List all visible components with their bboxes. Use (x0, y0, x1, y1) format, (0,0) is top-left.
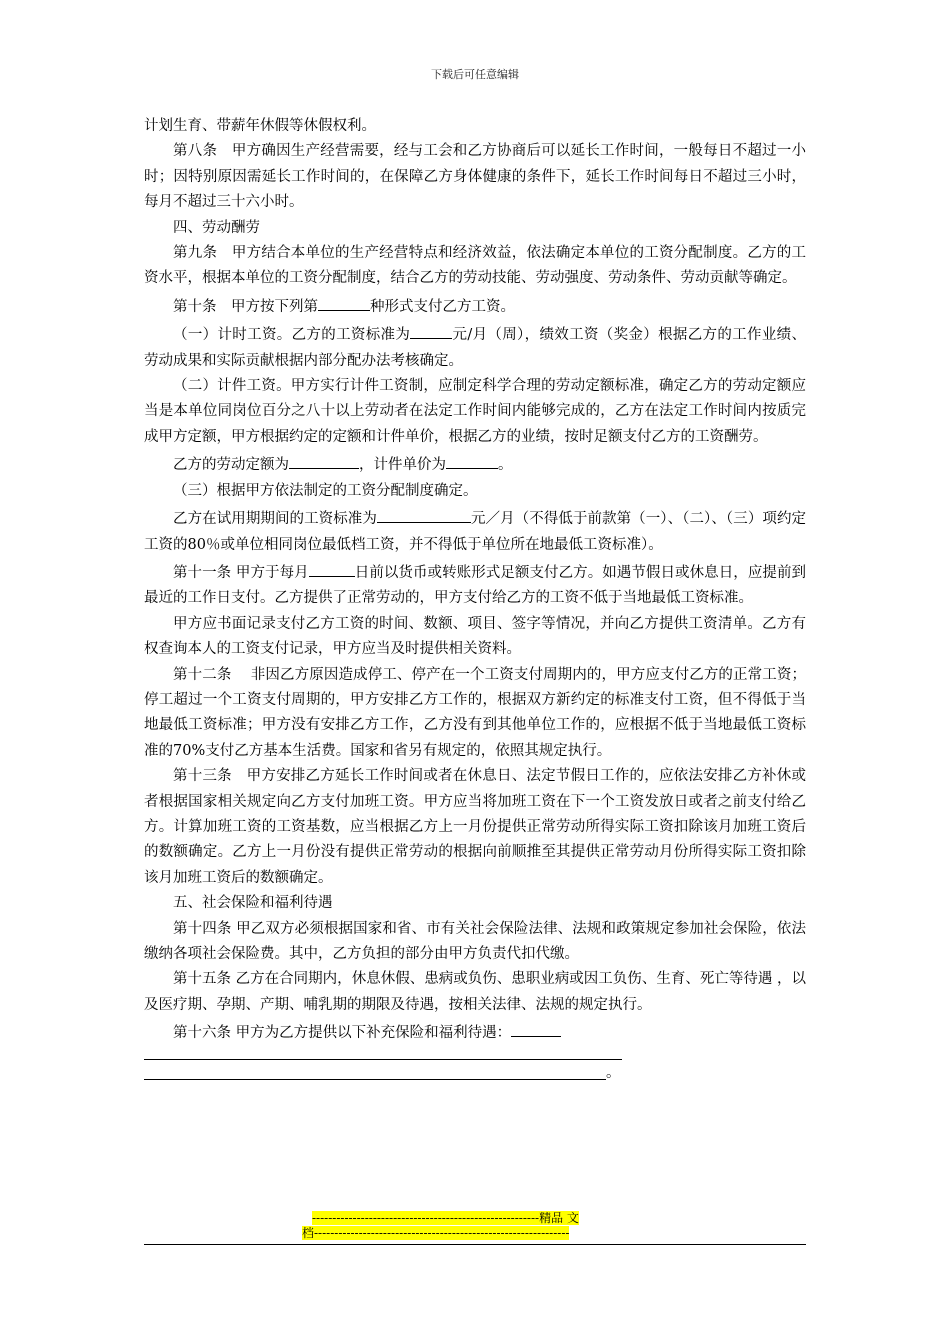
watermark-footer (302, 1211, 648, 1241)
article-12: 第十二条 非因乙方原因造成停工、停产在一个工资支付周期内的，甲方应支付乙方的正常工资；停工超过一个工资支付周期的，甲方安排乙方工作的，根据双方新约定的标准支付工资，但不得低于当地最低工资标准；甲方没有安排乙方工作，乙方没有到其他单位工作的，应根据不低于当地最低工资标准的70%支付乙方基本生活费。国家和省另有规定的，依照其规定执行。 (144, 666, 806, 759)
article-15: 第十五条 乙方在合同期内，休息休假、患病或负伤、患职业病或因工负伤、生育、死亡等待遇 ，以及医疗期、孕期、产期、哺乳期的期限及待遇，按相关法律、法规的规定执行。 (144, 971, 806, 1013)
page-header: 下载后可任意编辑 (431, 68, 519, 81)
article-16: 第十六条 甲方为乙方提供以下补充保险和福利待遇： (144, 1018, 806, 1046)
blank-field[interactable] (511, 1018, 561, 1037)
article-8: 第八条 甲方确因生产经营需要，经与工会和乙方协商后可以延长工作时间，一般每日不超过一小时；因特别原因需延长工作时间的，在保障乙方身体健康的条件下，延长工作时间每日不超过三小时，每月不超过三十六小时。 (144, 143, 806, 211)
blank-field[interactable] (309, 558, 355, 577)
paragraph: 甲方应书面记录支付乙方工资的时间、数额、项目、签字等情况，并向乙方提供工资清单。乙方有权查询本人的工资支付记录，甲方应当及时提供相关资料。 (144, 615, 806, 658)
blank-field[interactable] (410, 320, 452, 339)
blank-line[interactable]: 。 (144, 1067, 806, 1087)
footer-line-2: 档--------------------------------------------------------------- (302, 1226, 570, 1240)
piecework-quota: 乙方的劳动定额为 ，计件单价为 。 (144, 450, 806, 478)
article-10-item-1: （一）计时工资。乙方的工资标准为 元/月（周），绩效工资（奖金）根据乙方的工作业绩、劳动成果和实际贡献根据内部分配办法考核确定。 (144, 320, 806, 374)
footer-line-1: --------------------------------------------------------精品 文 (312, 1211, 579, 1225)
probation-wage: 乙方在试用期期间的工资标准为 元／月（不得低于前款第（一）、（二）、（三）项约定工资的80％或单位相同岗位最低档工资，并不得低于单位所在地最低工资标准）。 (144, 504, 806, 558)
document-body (144, 114, 806, 1087)
article-10: 第十条 甲方按下列第 种形式支付乙方工资。 (144, 292, 806, 320)
blank-line[interactable] (144, 1047, 806, 1067)
article-10-item-2: （二）计件工资。甲方实行计件工资制，应制定科学合理的劳动定额标准，确定乙方的劳动定额应当是本单位同岗位百分之八十以上劳动者在法定工作时间内能够完成的，乙方在法定工作时间内按质完成甲方定额，甲方根据约定的定额和计件单价，根据乙方的业绩，按时足额支付乙方的工资酬劳。 (144, 378, 806, 445)
blank-field[interactable] (318, 292, 370, 311)
article-13: 第十三条 甲方安排乙方延长工作时间或者在休息日、法定节假日工作的，应依法安排乙方补休或者根据国家相关规定向乙方支付加班工资。甲方应当将加班工资在下一个工资发放日或者之前支付给乙方。计算加班工资的工资基数，应当根据乙方上一月份提供正常劳动所得实际工资扣除该月加班工资后的数额确定。乙方上一月份没有提供正常劳动的根据向前顺推至其提供正常劳动月份所得实际工资扣除该月加班工资后的数额确定。 (144, 768, 806, 886)
blank-field[interactable] (446, 450, 498, 469)
article-14: 第十四条 甲乙双方必须根据国家和省、市有关社会保险法律、法规和政策规定参加社会保险，依法缴纳各项社会保险费。其中，乙方负担的部分由甲方负责代扣代缴。 (144, 920, 806, 962)
paragraph: 计划生育、带薪年休假等休假权利。 (144, 118, 376, 134)
blank-field[interactable] (377, 504, 471, 523)
article-9: 第九条 甲方结合本单位的生产经营特点和经济效益，依法确定本单位的工资分配制度。乙方的工资水平，根据本单位的工资分配制度，结合乙方的劳动技能、劳动强度、劳动条件、劳动贡献等确定。 (144, 245, 806, 287)
article-11: 第十一条 甲方于每月 日前以货币或转账形式足额支付乙方。如遇节假日或休息日，应提前到最近的工作日支付。乙方提供了正常劳动的，甲方支付给乙方的工资不低于当地最低工资标准。 (144, 558, 806, 612)
blank-field[interactable] (289, 450, 359, 469)
section-heading-4: 四、劳动酬劳 (173, 219, 260, 236)
article-10-item-3: （三）根据甲方依法制定的工资分配制度确定。 (173, 482, 478, 499)
bottom-divider (144, 1244, 806, 1245)
section-heading-5: 五、社会保险和福利待遇 (173, 895, 333, 912)
